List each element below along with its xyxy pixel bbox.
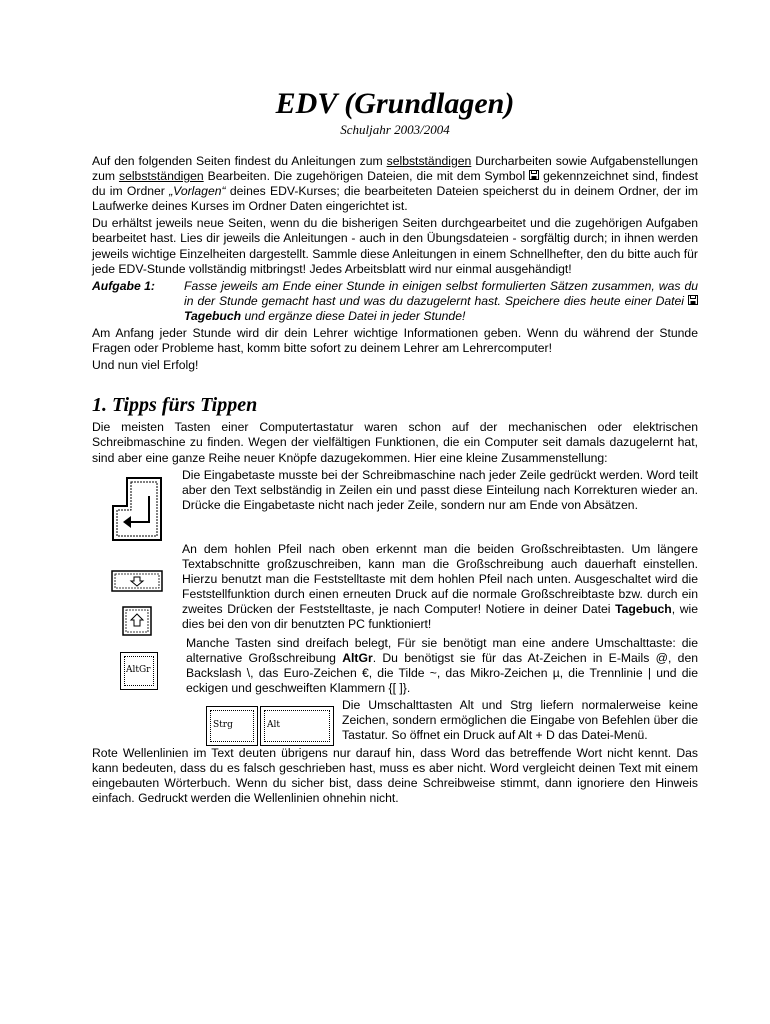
enter-key-text: Die Eingabetaste musste bei der Schreibmaschine nach jeder Zeile gedrückt werden. Word teilt aber den Text selbständig in Zeilen ein und passt diese Einteilung nach Korrekturen wieder an. Drücke die Eingabetaste nicht nach jeder Zeile, sondern nur am Ende von Absätzen. xyxy=(182,467,698,512)
section-heading: 1. Tipps fürs Tippen xyxy=(92,394,258,417)
altgr-key-icon: AltGr xyxy=(120,652,158,690)
closing-paragraph: Rote Wellenlinien im Text deuten übrigens nur darauf hin, dass Word das betreffende Wort nicht kennt. Das kann bedeuten, dass du es falsch geschrieben hast, muss es aber nicht. Word vergleicht deinen Text mit einem eingebauten Wörterbuch. Wenn du sicher bist, dass deine Schreibweise stimmt, dann ignoriere den Hinweis einfach. Gedruckt werden die Wellenlinien ohnehin nicht. xyxy=(92,745,698,806)
enter-key-block xyxy=(92,468,698,542)
shift-key-icon xyxy=(122,606,152,636)
altgr-key-block xyxy=(92,636,698,698)
alt-key-icon: Alt xyxy=(260,706,334,746)
document-page xyxy=(92,88,698,808)
page-subtitle: Schuljahr 2003/2004 xyxy=(340,122,450,137)
enter-key-icon xyxy=(111,476,163,542)
strg-key-icon: Strg xyxy=(206,706,258,746)
floppy-disk-icon xyxy=(529,169,539,184)
strg-alt-key-text: Die Umschalttasten Alt und Strg liefern normalerweise keine Zeichen, sondern ermöglichen die Eingabe von Befehlen über die Tastatur. So öffnet ein Druck auf Alt + D das Datei-Menü. xyxy=(342,697,698,743)
task-1 xyxy=(92,279,698,324)
altgr-key-text: Manche Tasten sind dreifach belegt, Für sie benötigt man eine andere Umschalttaste: die alternative Großschreibung AltGr. Du benötigst sie für das At-Zeichen in E-Mails @, den Backslash \, das Euro-Zeichen €, die Tilde ~, das Mikro-Zeichen µ, die Trennlinie | und die eckigen und geschweiften Klammern {[ ]}. xyxy=(186,635,698,695)
task-text: Fasse jeweils am Ende einer Stunde in einigen selbst formulierten Sätzen zusammen, was du in der Stunde gemacht hast und was du dazugelernt hast. Speichere dies heute einer Datei Tagebuch und ergänze diese Datei in jeder Stunde! xyxy=(184,278,698,323)
intro-paragraph-1: Auf den folgenden Seiten findest du Anleitungen zum selbstständigen Durcharbeiten sowie Aufgabenstellungen zum selbstständigen Bearbeiten. Die zugehörigen Dateien, die mit dem Symbol gekennzeichnet sind, findest du im Ordner „Vorlagen“ deines EDV-Kurses; die bearbeiteten Dateien speicherst du in deinem Ordner, der im Laufwerke deines Kurses im Ordner Daten eingerichtet ist. xyxy=(92,154,698,214)
caps-lock-key-icon xyxy=(111,570,163,592)
page-title: EDV (Grundlagen) xyxy=(275,87,515,120)
intro-paragraph-4: Und nun viel Erfolg! xyxy=(92,358,199,373)
shift-key-block xyxy=(92,542,698,636)
shift-key-text: An dem hohlen Pfeil nach oben erkennt man die beiden Großschreibtasten. Um längere Textabschnitte großzuschreiben, kann man die Großschreibung auch dauerhaft einstellen. Hierzu benutzt man die Feststelltaste mit dem hohlen Pfeil nach unten. Ausgeschaltet wird die Feststellfunktion durch einen erneuten Druck auf die normale Großschreibtaste bzw. durch ein zweites Drücken der Feststelltaste, je nach Computer! Notiere in deiner Datei Tagebuch, wie dies bei den von dir benutzten PC funktioniert! xyxy=(182,541,699,632)
intro-paragraph-2: Du erhältst jeweils neue Seiten, wenn du die bisherigen Seiten durchgearbeitet und die zugehörigen Aufgaben bearbeitet hast. Lies dir jeweils die Anleitungen - auch in den Übungsdateien - sorgfältig durch; in ihnen werden jeweils wichtige Einzelheiten dargestellt. Sammle diese Anleitungen in einem Schnellhefter, den du bitte auch für jede EDV-Stunde vollständig mitbringst! Jedes Arbeitsblatt wird nur einmal ausgehändigt! xyxy=(92,216,698,276)
task-label: Aufgabe 1: xyxy=(92,278,155,293)
strg-alt-key-block xyxy=(92,698,698,746)
section-intro: Die meisten Tasten einer Computertastatur waren schon auf der mechanischen oder elektrischen Schreibmaschine zu finden. Wegen der vielfältigen Funktionen, die ein Computer seit damals dazugelernt hat, sind aber eine ganze Reihe neuer Knöpfe dazugekommen. Hier eine kleine Zusammenstellung: xyxy=(92,420,698,465)
intro-paragraph-3: Am Anfang jeder Stunde wird dir dein Lehrer wichtige Informationen geben. Wenn du während der Stunde Fragen oder Probleme hast, komm bitte sofort zu deinem Lehrer am Lehrercomputer! xyxy=(92,326,698,356)
floppy-disk-icon xyxy=(688,294,698,309)
